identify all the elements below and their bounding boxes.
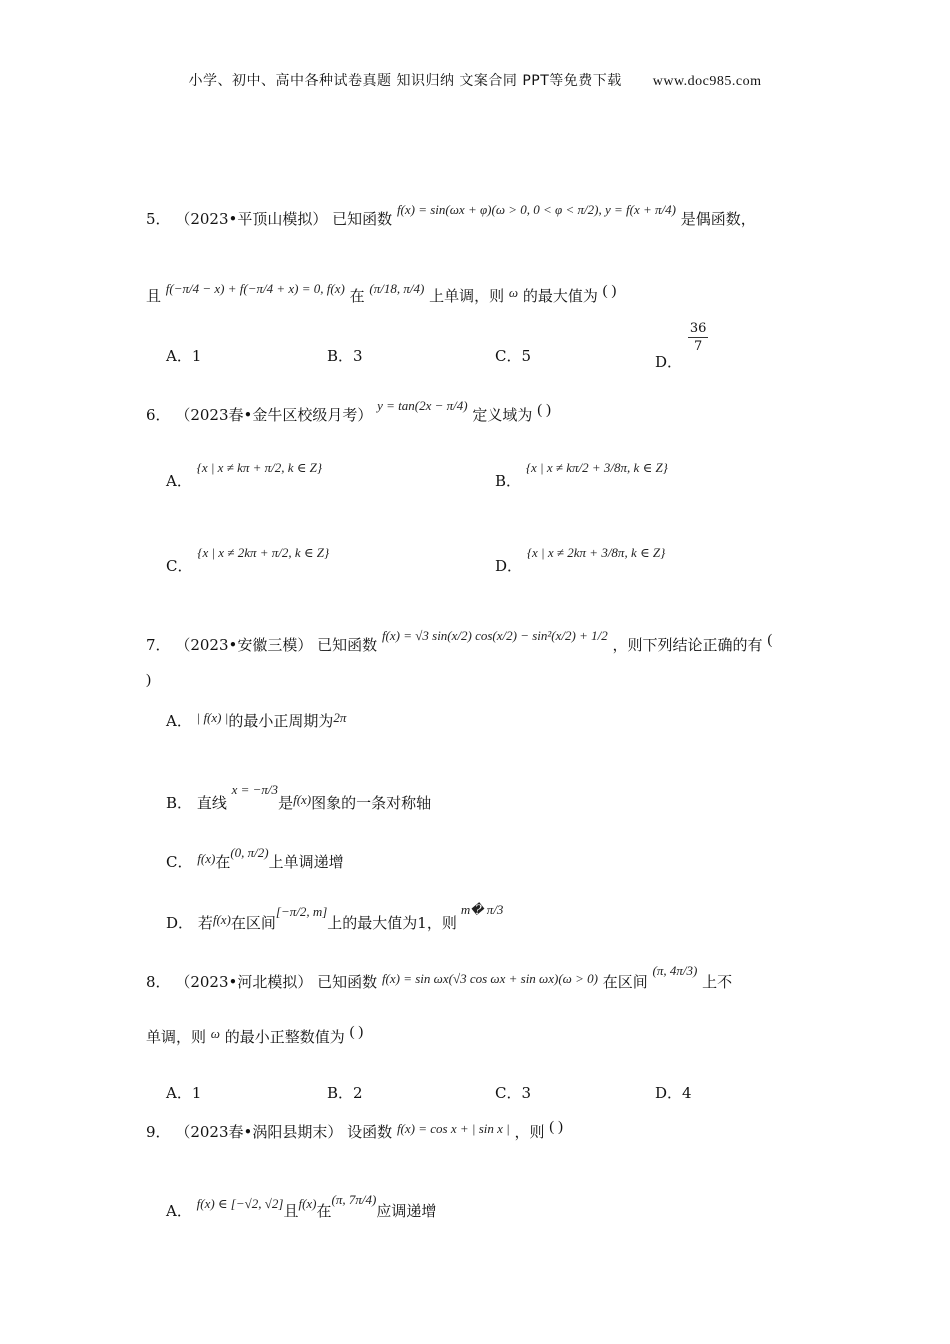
math-formula: 2π [333, 710, 347, 725]
question-number: 6． [146, 406, 171, 424]
option-value: 1 [191, 347, 202, 365]
option-text: 在 [215, 853, 231, 871]
math-formula: f(x) = sin(ωx + φ)(ω > 0, 0 < φ < π/2), y = f(x + π/4) [396, 202, 676, 217]
answer-blank: ( ) [549, 1119, 564, 1135]
option-label: D． [495, 557, 523, 575]
math-formula: y = tan(2x − π/4) [377, 398, 468, 413]
math-formula: f(x) = √3 sin(x/2) cos(x/2) − sin²(x/2) + 1/2 [381, 628, 608, 643]
question-8-line-1 [146, 963, 733, 992]
option-label: D． [655, 352, 683, 371]
option-value: 3 [353, 347, 363, 365]
option-label: A． [166, 1084, 192, 1102]
page-header [0, 70, 950, 90]
option-a [166, 460, 323, 491]
answer-blank-open: ( [767, 632, 773, 648]
math-formula: f(x) [293, 792, 312, 807]
question-stem: 已知函数 [317, 973, 378, 991]
option-label: A． [166, 347, 192, 365]
option-value: 2 [353, 1084, 363, 1102]
option-text: 在区间 [230, 914, 276, 932]
option-text: 上单调递增 [268, 853, 344, 871]
option-c [495, 345, 531, 366]
question-stem: 上单调，则 [429, 287, 505, 305]
option-text: 若 [197, 914, 213, 932]
option-b [327, 1082, 363, 1103]
math-formula: f(x) ∈ [−√2, √2] [196, 1196, 284, 1211]
math-formula: f(x) [197, 851, 216, 866]
math-formula: f(x) = sin ωx(√3 cos ωx + sin ωx)(ω > 0) [381, 971, 598, 986]
math-formula: {x | x ≠ kπ/2 + 3/8π, k ∈ Z} [525, 460, 668, 475]
question-stem: 上不 [702, 973, 733, 991]
option-label: B． [327, 347, 354, 365]
option-label: B． [166, 794, 193, 812]
answer-blank: ( ) [349, 1024, 364, 1040]
question-source: （2023•安徽三模） [175, 636, 313, 654]
answer-blank: ( ) [602, 283, 617, 299]
option-label: C． [166, 853, 193, 871]
question-7-line-1 [146, 628, 773, 655]
math-formula: (π, 7π/4) [331, 1192, 377, 1207]
question-6-line-1 [146, 398, 551, 425]
math-formula: (0, π/2) [230, 845, 269, 860]
math-formula: {x | x ≠ kπ + π/2, k ∈ Z} [196, 460, 323, 475]
option-c [166, 845, 344, 872]
question-stem: 在 [349, 287, 365, 305]
option-label: B． [327, 1084, 354, 1102]
option-label: C． [495, 347, 522, 365]
option-d [166, 902, 504, 933]
fraction-numerator: 36 [689, 321, 707, 336]
question-number: 7． [146, 636, 171, 654]
option-d [655, 320, 709, 371]
option-label: D． [166, 914, 194, 932]
option-text: 且 [283, 1202, 299, 1220]
option-value: 5 [521, 347, 532, 365]
question-stem: 单调，则 [146, 1028, 207, 1046]
math-formula: (π, 4π/3) [652, 963, 698, 978]
option-b [166, 782, 432, 813]
option-c [166, 545, 330, 576]
option-b [327, 345, 363, 366]
question-source: （2023春•金牛区校级月考） [175, 406, 373, 424]
option-b [495, 460, 668, 491]
option-label: C． [166, 557, 193, 575]
question-9-line-1 [146, 1121, 563, 1142]
option-text: 在 [316, 1202, 332, 1220]
option-d [655, 1082, 692, 1103]
option-d [495, 545, 666, 576]
option-a [166, 1082, 201, 1103]
math-formula: x = −π/3 [231, 782, 279, 797]
question-number: 9． [146, 1123, 171, 1141]
math-formula: f(x) [212, 912, 231, 927]
option-text: 上的最大值为1，则 [327, 914, 457, 932]
question-source: （2023•河北模拟） [175, 973, 313, 991]
option-label: A． [166, 712, 192, 730]
question-stem: 已知函数 [317, 636, 378, 654]
math-formula: {x | x ≠ 2kπ + 3/8π, k ∈ Z} [526, 545, 666, 560]
math-formula: f(−π/4 − x) + f(−π/4 + x) = 0, f(x) [165, 281, 345, 296]
question-stem: 的最小正整数值为 [224, 1028, 345, 1046]
option-value: 3 [521, 1084, 532, 1102]
question-stem: 已知函数 [332, 210, 393, 228]
fraction-denominator: 7 [693, 339, 703, 354]
question-source: （2023•平顶山模拟） [175, 210, 328, 228]
option-c [495, 1082, 531, 1103]
question-stem: 的最大值为 [522, 287, 598, 305]
question-stem: 且 [146, 287, 162, 305]
math-symbol: ω [210, 1026, 220, 1041]
option-label: B． [495, 472, 522, 490]
question-number: 5． [146, 210, 171, 228]
math-formula: | f(x) | [196, 710, 229, 725]
header-text: 小学、初中、高中各种试卷真题 知识归纳 文案合同 PPT等免费下载 [188, 73, 622, 89]
question-7-line-2 [146, 670, 151, 689]
question-number: 8． [146, 973, 171, 991]
math-formula: f(x) = cos x + | sin x | [396, 1121, 510, 1136]
question-8-line-2 [146, 1026, 363, 1047]
header-site: www.doc985.com [652, 74, 762, 89]
question-stem: 定义域为 [472, 406, 533, 424]
math-formula: m� π/3 [460, 902, 504, 917]
option-label: A． [166, 1202, 192, 1220]
math-formula: {x | x ≠ 2kπ + π/2, k ∈ Z} [197, 545, 330, 560]
option-value: 1 [191, 1084, 202, 1102]
answer-blank-close: ) [146, 672, 151, 688]
option-label: D． [655, 1084, 683, 1102]
question-5-line-2 [146, 281, 617, 306]
question-stem: ，则下列结论正确的有 [612, 636, 763, 654]
option-text: 的最小正周期为 [228, 712, 334, 730]
option-text: 应调递增 [376, 1202, 437, 1220]
math-symbol: ω [508, 285, 519, 300]
option-text: 是 [278, 794, 294, 812]
option-value: 4 [682, 1084, 692, 1102]
option-label: C． [495, 1084, 522, 1102]
answer-blank: ( ) [537, 402, 551, 418]
option-label: A． [166, 472, 192, 490]
option-text: 图象的一条对称轴 [311, 794, 432, 812]
question-stem: 设函数 [347, 1123, 393, 1141]
math-formula: f(x) [298, 1196, 317, 1211]
question-source: （2023春•涡阳县期末） [175, 1123, 343, 1141]
question-5-line-1 [146, 202, 756, 229]
option-a [166, 1192, 437, 1221]
option-a [166, 710, 346, 731]
question-stem: ，则 [514, 1123, 545, 1141]
math-formula: (π/18, π/4) [369, 281, 425, 296]
question-stem: 是偶函数， [680, 210, 756, 228]
option-text: 直线 [196, 794, 227, 812]
math-formula: [−π/2, m] [275, 904, 328, 919]
option-a [166, 345, 201, 366]
question-stem: 在区间 [602, 973, 648, 991]
